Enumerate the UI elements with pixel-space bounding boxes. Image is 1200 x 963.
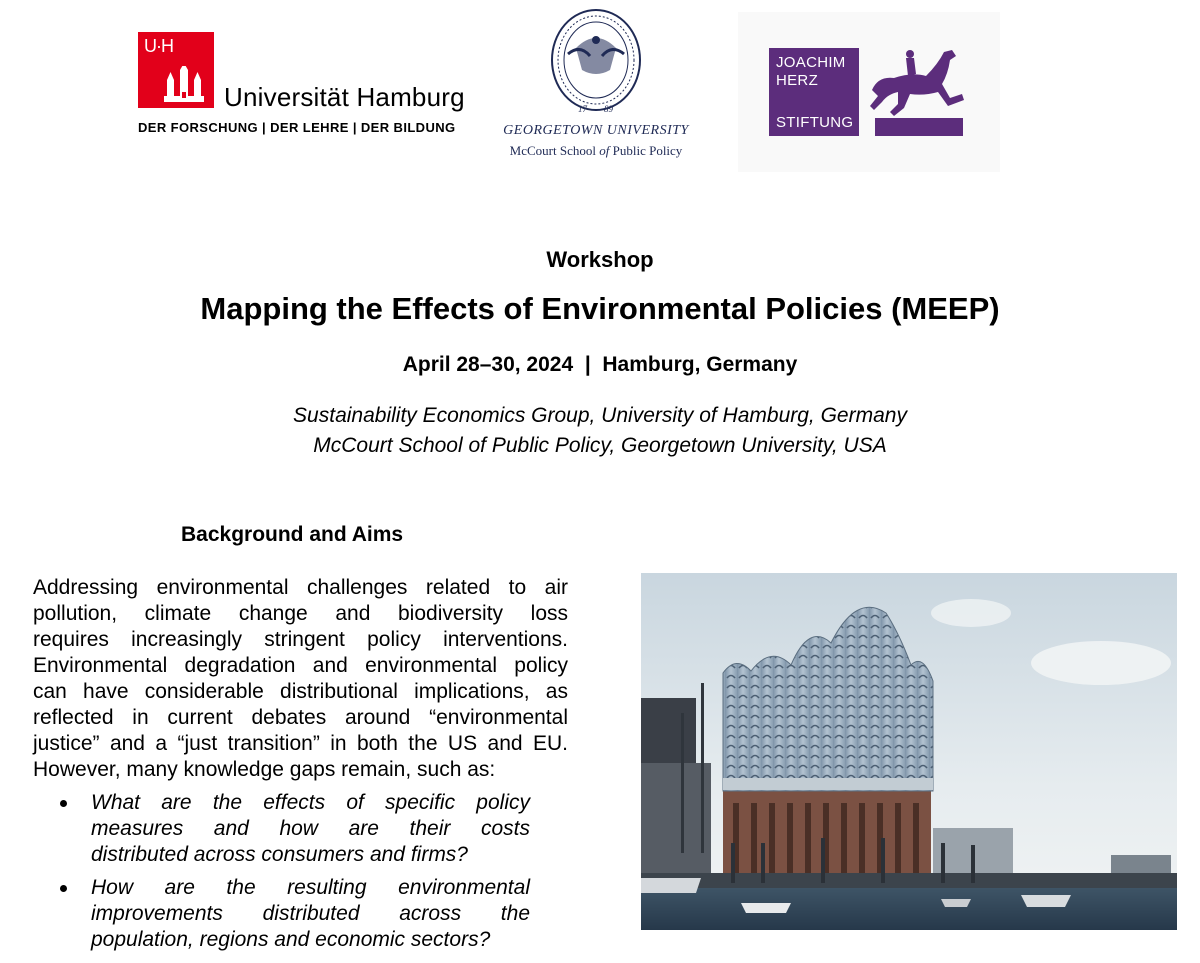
seal-year-right: 89 <box>604 104 613 114</box>
elbphilharmonie-photo <box>641 573 1177 930</box>
paragraph-line: reflected in current debates around “environmental <box>33 706 568 729</box>
paragraph-line: pollution, climate change and biodiversity loss <box>33 602 568 625</box>
school-pre: McCourt School <box>509 143 600 158</box>
paragraph-line: Environmental degradation and environmental policy <box>33 654 568 677</box>
school-of: of <box>599 143 610 158</box>
horse-rider-icon <box>864 46 972 138</box>
background-paragraph <box>33 575 568 783</box>
bullet-dot-icon <box>60 800 67 807</box>
section-heading: Background and Aims <box>181 523 404 546</box>
bullet-line: How are the resulting environmental <box>91 876 530 899</box>
affiliation-georgetown: McCourt School of Public Policy, Georgetown University, USA <box>313 434 887 457</box>
uhh-logo <box>136 30 465 140</box>
georgetown-logo <box>498 8 698 168</box>
paragraph-line: requires increasingly stringent policy interventions. <box>33 628 568 651</box>
joachim-herz-box <box>769 48 859 136</box>
georgetown-school <box>498 143 694 159</box>
school-post: Public Policy <box>609 143 683 158</box>
event-location: Hamburg, Germany <box>602 353 798 376</box>
paragraph-line: Addressing environmental challenges related to air <box>33 576 568 599</box>
bullet-line: distributed across consumers and firms? <box>91 843 468 866</box>
seal-year-left: 17 <box>578 104 587 114</box>
event-date: April 28–30, 2024 <box>402 353 574 376</box>
bullet-text <box>91 790 530 868</box>
workshop-label: Workshop <box>546 247 654 272</box>
georgetown-name: GEORGETOWN UNIVERSITY <box>503 123 689 138</box>
jh-line-3: STIFTUNG <box>776 114 854 131</box>
uhh-logo-mark <box>138 32 214 108</box>
bullet-line: population, regions and economic sectors? <box>91 928 491 951</box>
castle-icon <box>164 66 204 104</box>
jh-line-1: JOACHIM <box>776 54 846 71</box>
workshop-title: Mapping the Effects of Environmental Policies (MEEP) <box>200 291 1000 326</box>
bullet-text <box>91 875 530 953</box>
paragraph-line: justice” and a “just transition” in both the US and EU. <box>33 732 568 755</box>
bullet-dot-icon <box>60 885 67 892</box>
bullet-line: improvements distributed across the <box>91 902 530 925</box>
uhh-mark-text: U·H <box>144 36 173 56</box>
bullet-line: What are the effects of specific policy <box>91 791 530 814</box>
bullet-line: measures and how are their costs <box>91 817 530 840</box>
workshop-date-location <box>0 353 1200 377</box>
georgetown-seal-icon <box>546 8 646 118</box>
paragraph-line: However, many knowledge gaps remain, such as: <box>33 758 496 781</box>
joachim-herz-logo <box>738 12 1000 172</box>
uhh-name: Universität Hamburg <box>224 82 465 112</box>
separator: | <box>584 353 591 376</box>
affiliation-hamburg: Sustainability Economics Group, University of Hamburg, Germany <box>293 404 907 427</box>
uhh-tagline: DER FORSCHUNG | DER LEHRE | DER BILDUNG <box>138 120 456 135</box>
jh-line-2: HERZ <box>776 72 819 89</box>
paragraph-line: can have considerable distributional implications, as <box>33 680 568 703</box>
